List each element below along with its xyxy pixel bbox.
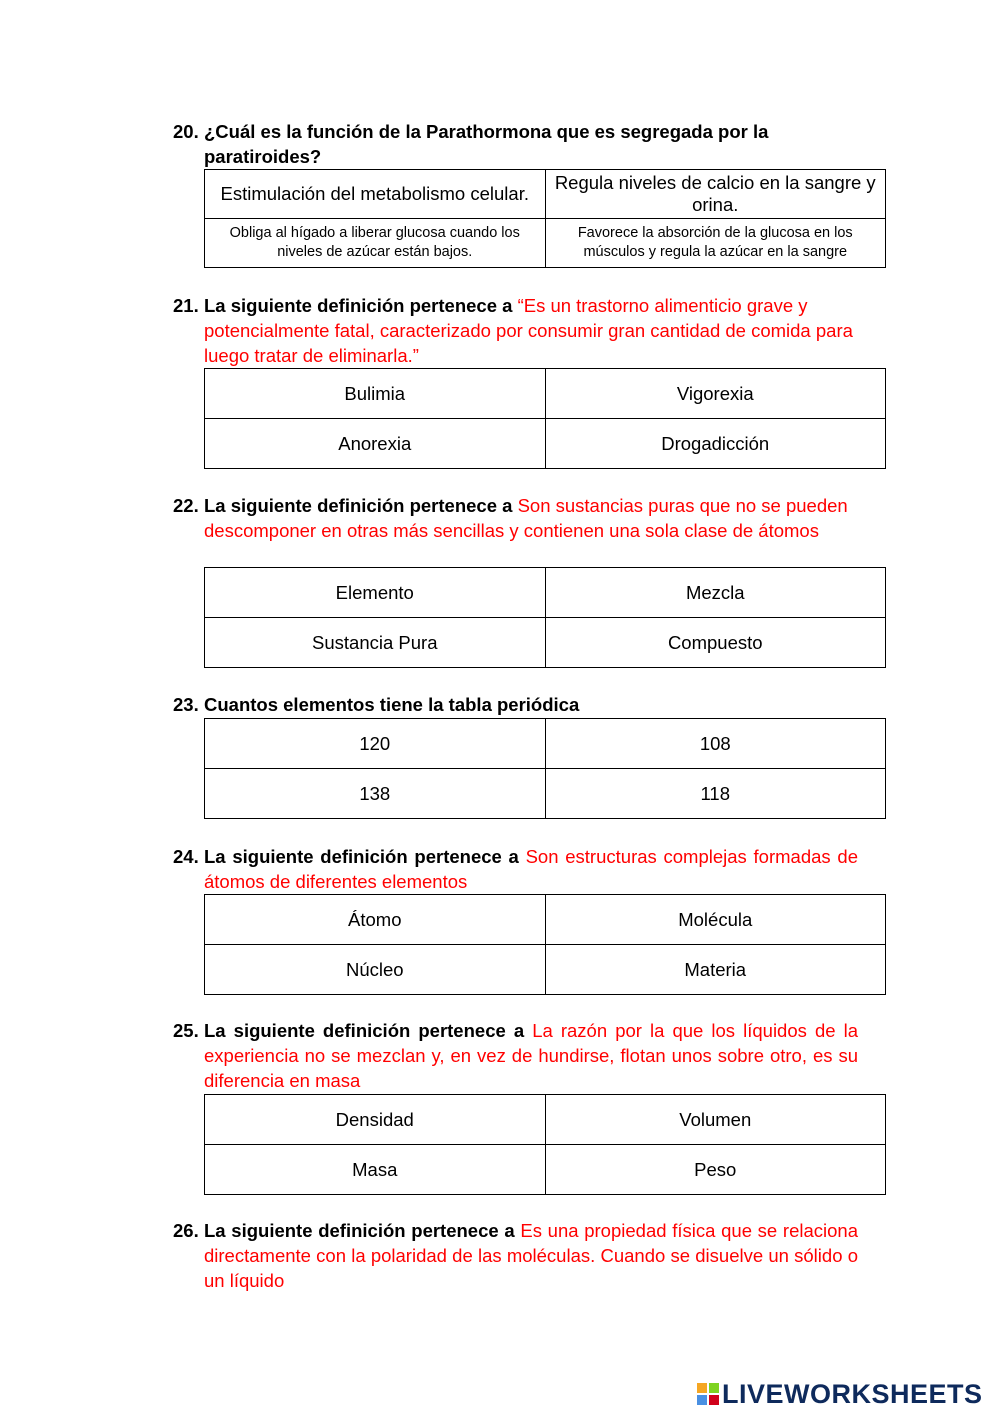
question-definition: “Es un trastorno alimenticio grave y potencialmente fatal, caracterizado por consumir gran cantidad de comida para luego tratar de eliminarla.” bbox=[204, 295, 853, 366]
option-cell[interactable]: Núcleo bbox=[205, 945, 546, 995]
brand-name: LIVEWORKSHEETS bbox=[722, 1378, 983, 1409]
question-definition: Es una propiedad física que se relaciona directamente con la polaridad de las moléculas. Cuando se disuelve un sólido o un líquido bbox=[204, 1220, 858, 1291]
question-20 bbox=[173, 119, 858, 169]
option-cell[interactable]: Volumen bbox=[545, 1095, 886, 1145]
question-definition: Son sustancias puras que no se pueden descomponer en otras más sencillas y contienen una sola clase de átomos bbox=[204, 495, 848, 541]
option-cell[interactable]: Molécula bbox=[545, 895, 886, 945]
option-cell[interactable]: Compuesto bbox=[545, 618, 886, 668]
options-table-24 bbox=[204, 894, 886, 995]
option-cell[interactable]: 138 bbox=[205, 769, 546, 819]
question-lead: La siguiente definición pertenece a bbox=[204, 1020, 533, 1041]
question-number: 24. bbox=[173, 846, 199, 867]
option-cell[interactable]: Obliga al hígado a liberar glucosa cuando los niveles de azúcar están bajos. bbox=[205, 219, 546, 268]
option-cell[interactable]: 120 bbox=[205, 719, 546, 769]
question-25 bbox=[173, 1018, 858, 1093]
option-cell[interactable]: Peso bbox=[545, 1145, 886, 1195]
question-number: 22. bbox=[173, 495, 199, 516]
options-table-22 bbox=[204, 567, 886, 668]
question-26 bbox=[173, 1218, 858, 1293]
liveworksheets-logo bbox=[697, 1378, 983, 1410]
option-cell[interactable]: Materia bbox=[545, 945, 886, 995]
option-cell[interactable]: Regula niveles de calcio en la sangre y orina. bbox=[545, 170, 886, 219]
option-cell[interactable]: Anorexia bbox=[205, 419, 546, 469]
question-lead: La siguiente definición pertenece a bbox=[204, 1220, 521, 1241]
option-cell[interactable]: Bulimia bbox=[205, 369, 546, 419]
option-cell[interactable]: Densidad bbox=[205, 1095, 546, 1145]
options-table-21 bbox=[204, 368, 886, 469]
option-cell[interactable]: 108 bbox=[545, 719, 886, 769]
option-cell[interactable]: Átomo bbox=[205, 895, 546, 945]
question-definition: Son estructuras complejas formadas de átomos de diferentes elementos bbox=[204, 846, 858, 892]
question-definition: La razón por la que los líquidos de la experiencia no se mezclan y, en vez de hundirse, flotan unos sobre otro, es su diferencia en masa bbox=[204, 1020, 858, 1091]
option-cell[interactable]: Favorece la absorción de la glucosa en los músculos y regula la azúcar en la sangre bbox=[545, 219, 886, 268]
question-24 bbox=[173, 844, 858, 894]
option-cell[interactable]: Mezcla bbox=[545, 568, 886, 618]
question-number: 25. bbox=[173, 1020, 199, 1041]
option-cell[interactable]: 118 bbox=[545, 769, 886, 819]
question-number: 21. bbox=[173, 295, 199, 316]
option-cell[interactable]: Estimulación del metabolismo celular. bbox=[205, 170, 546, 219]
options-table-25 bbox=[204, 1094, 886, 1195]
question-number: 23. bbox=[173, 694, 199, 715]
question-21 bbox=[173, 293, 858, 368]
option-cell[interactable]: Sustancia Pura bbox=[205, 618, 546, 668]
options-table-20 bbox=[204, 169, 886, 268]
question-23 bbox=[173, 692, 858, 717]
option-cell[interactable]: Elemento bbox=[205, 568, 546, 618]
question-lead: La siguiente definición pertenece a bbox=[204, 846, 526, 867]
question-text: Cuantos elementos tiene la tabla periódica bbox=[204, 694, 580, 715]
options-table-23 bbox=[204, 718, 886, 819]
option-cell[interactable]: Vigorexia bbox=[545, 369, 886, 419]
question-number: 26. bbox=[173, 1220, 199, 1241]
question-lead: La siguiente definición pertenece a bbox=[204, 495, 518, 516]
question-text: ¿Cuál es la función de la Parathormona que es segregada por la paratiroides? bbox=[204, 121, 769, 167]
option-cell[interactable]: Masa bbox=[205, 1145, 546, 1195]
liveworksheets-logo-icon bbox=[697, 1383, 719, 1405]
option-cell[interactable]: Drogadicción bbox=[545, 419, 886, 469]
question-22 bbox=[173, 493, 858, 543]
question-number: 20. bbox=[173, 121, 199, 142]
question-lead: La siguiente definición pertenece a bbox=[204, 295, 518, 316]
